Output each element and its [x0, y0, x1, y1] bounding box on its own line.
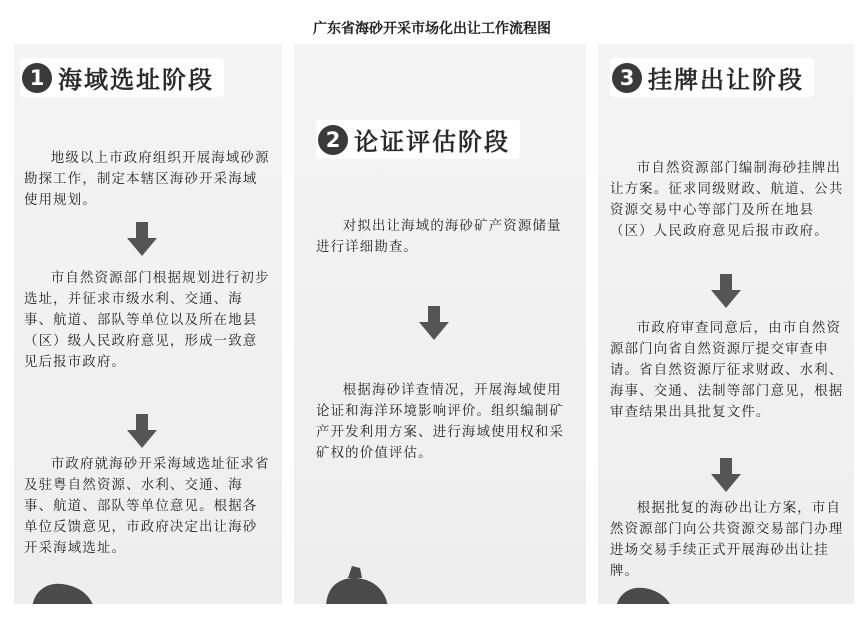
stage-3-step-1: 市自然资源部门编制海砂挂牌出让方案。征求同级财政、航道、公共资源交易中心等部门及所在地县（区）人民政府意见后报市政府。 [610, 161, 844, 239]
sand-bag-decoration [614, 582, 674, 604]
page-title: 广东省海砂开采市场化出让工作流程图 [313, 21, 551, 37]
stage-3-panel [598, 44, 854, 604]
down-arrow-icon [710, 458, 742, 492]
stage-1-number-badge: 1 [22, 63, 52, 93]
stage-1-label: 海域选址阶段 [58, 66, 214, 94]
stage-2-panel [294, 44, 586, 604]
down-arrow-icon [418, 306, 450, 340]
stage-2-step-2: 根据海砂详查情况，开展海域使用论证和海洋环境影响评价。组织编制矿产开发利用方案、进行海域使用权和采矿权的价值评估。 [316, 383, 565, 461]
stage-2-header [316, 120, 520, 159]
stage-3-header [610, 58, 814, 97]
stage-1-step-3: 市政府就海砂开采海域选址征求省及驻粤自然资源、水利、交通、海事、航道、部队等单位意见。根据各单位反馈意见，市政府决定出让海砂开采海域选址。 [24, 457, 270, 556]
stage-2-step-1: 对拟出让海域的海砂矿产资源储量进行详细勘查。 [316, 219, 562, 255]
sand-bag-decoration [322, 556, 392, 604]
down-arrow-icon [126, 222, 158, 256]
stage-1-step-2: 市自然资源部门根据规划进行初步选址，并征求市级水利、交通、海事、航道、部队等单位以及所在地县（区）级人民政府意见，形成一致意见后报市政府。 [24, 271, 270, 370]
sand-bag-decoration [28, 578, 98, 604]
stage-1-step-1: 地级以上市政府组织开展海域砂源勘探工作，制定本辖区海砂开采海域使用规划。 [24, 151, 270, 208]
stage-2-label: 论证评估阶段 [354, 128, 510, 156]
down-arrow-icon [126, 414, 158, 448]
stage-3-number-badge: 3 [612, 63, 642, 93]
stage-3-step-3: 根据批复的海砂出让方案，市自然资源部门向公共资源交易部门办理进场交易手续正式开展海砂出让挂牌。 [610, 501, 844, 579]
down-arrow-icon [710, 274, 742, 308]
stage-3-label: 挂牌出让阶段 [648, 66, 804, 94]
stage-1-header [20, 58, 224, 97]
stage-1-panel [14, 44, 282, 604]
stage-2-number-badge: 2 [318, 125, 348, 155]
stage-3-step-2: 市政府审查同意后，由市自然资源部门向省自然资源厅提交审查申请。省自然资源厅征求财政、水利、海事、交通、法制等部门意见，根据审查结果出具批复文件。 [610, 321, 844, 420]
